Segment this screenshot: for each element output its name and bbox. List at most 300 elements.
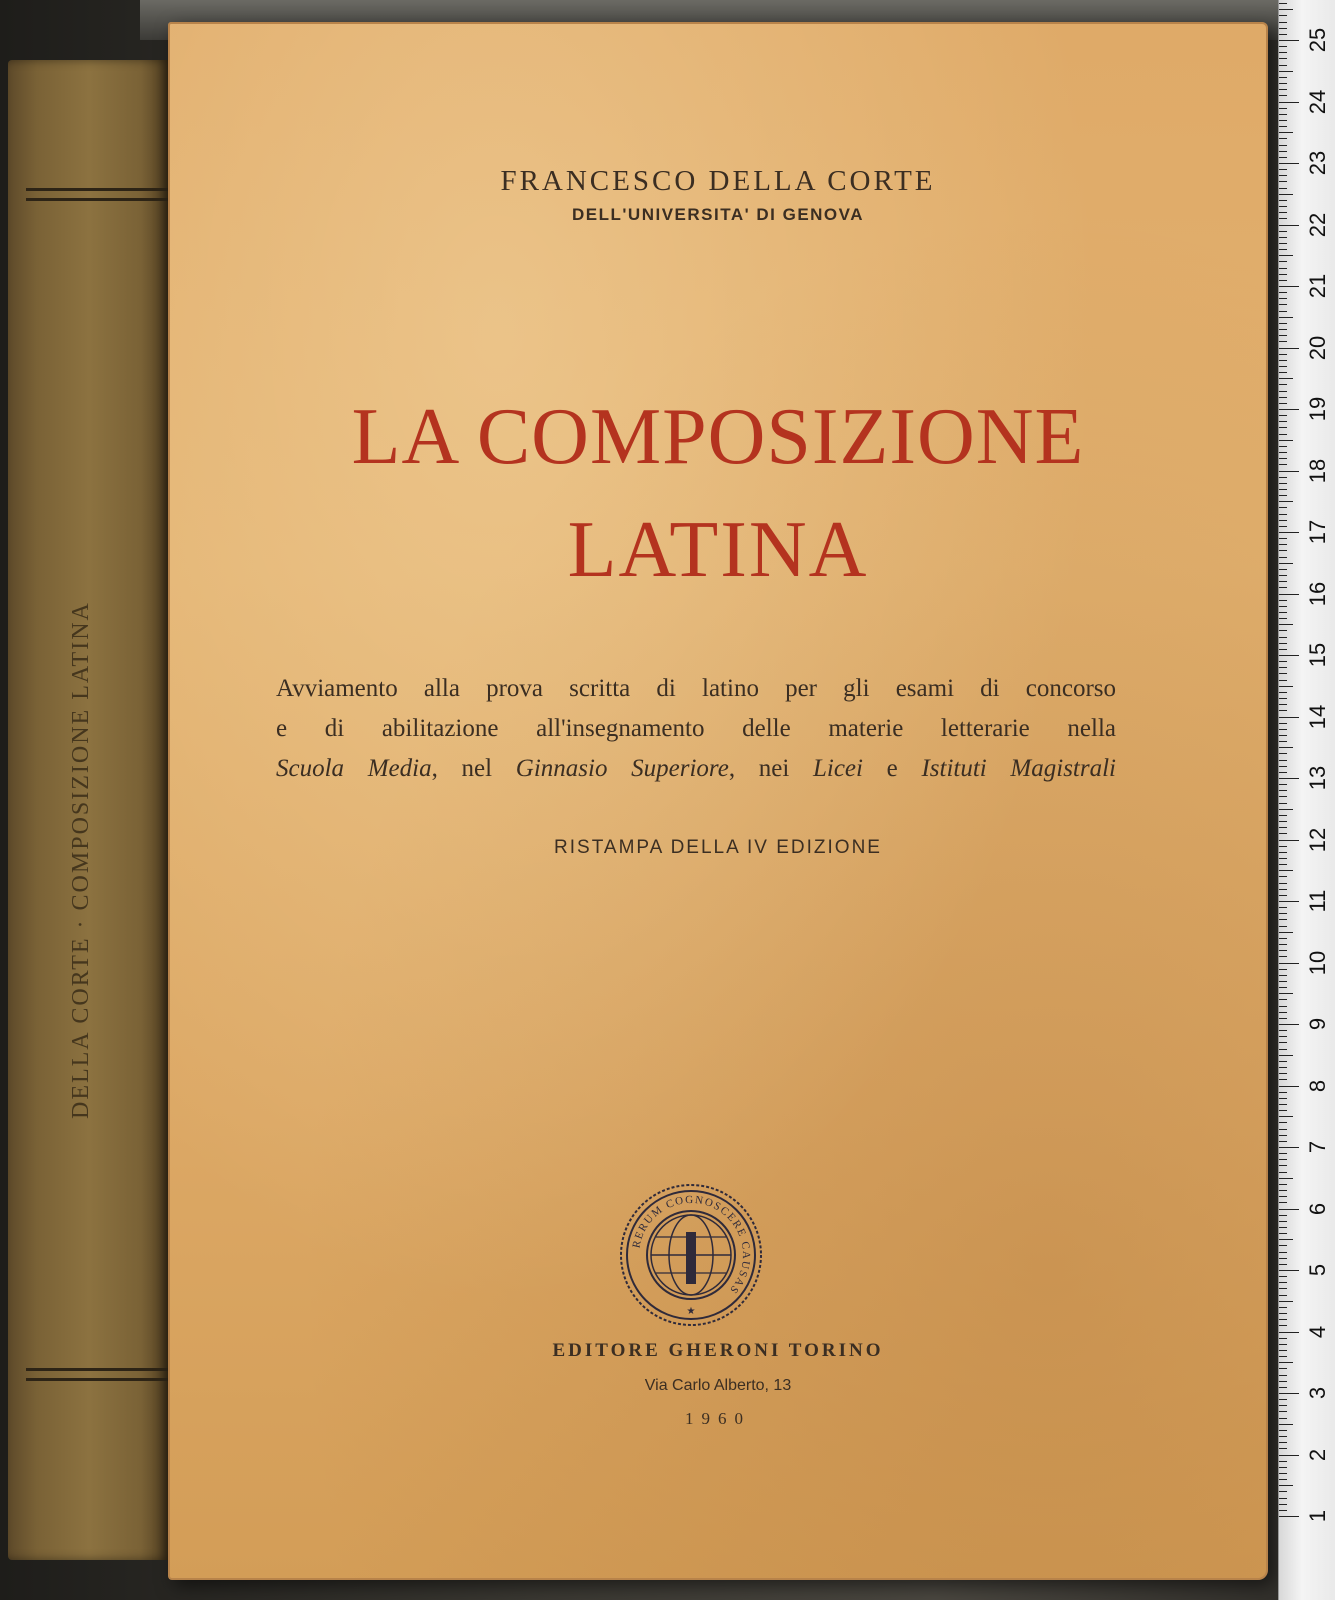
ruler-tick	[1279, 323, 1287, 324]
ruler-tick	[1279, 1209, 1299, 1210]
ruler-tick	[1279, 673, 1287, 674]
ruler-tick	[1279, 1061, 1287, 1062]
subtitle-separator: , nei	[728, 755, 813, 782]
publisher-globe-emblem-icon	[618, 1182, 764, 1328]
ruler-tick	[1279, 569, 1287, 570]
ruler-tick	[1279, 1368, 1287, 1369]
ruler-tick	[1279, 188, 1287, 189]
ruler-tick	[1279, 1036, 1287, 1037]
ruler-tick	[1279, 391, 1287, 392]
ruler-tick	[1279, 40, 1299, 41]
ruler-number: 8	[1305, 1079, 1330, 1092]
ruler-number: 3	[1305, 1386, 1330, 1400]
ruler-tick	[1279, 34, 1287, 35]
ruler-tick	[1279, 65, 1287, 66]
ruler-tick	[1279, 1356, 1287, 1357]
ruler-tick	[1279, 1295, 1287, 1296]
ruler-tick	[1279, 329, 1287, 330]
ruler-tick	[1279, 747, 1293, 748]
ruler-tick	[1279, 1442, 1287, 1443]
ruler-tick	[1279, 1264, 1287, 1265]
ruler-tick	[1279, 944, 1287, 945]
ruler-tick	[1279, 46, 1287, 47]
ruler-tick	[1279, 507, 1287, 508]
ruler-tick	[1279, 815, 1287, 816]
ruler-tick	[1279, 1282, 1287, 1283]
ruler-tick	[1279, 1479, 1287, 1480]
ruler-tick	[1279, 108, 1287, 109]
ruler-number: 7	[1305, 1140, 1330, 1154]
ruler-tick	[1279, 618, 1287, 619]
ruler-tick	[1279, 932, 1293, 933]
ruler-tick	[1279, 212, 1287, 213]
svg-text:★: ★	[686, 1306, 696, 1317]
ruler-tick	[1279, 71, 1293, 72]
subtitle-line-2: e di abilitazione all'insegnamento delle materie letterarie nella	[276, 715, 1116, 742]
ruler-number: 11	[1305, 889, 1330, 913]
ruler-tick	[1279, 372, 1287, 373]
ruler-tick	[1279, 1042, 1287, 1043]
ruler-tick	[1279, 1116, 1293, 1117]
ruler-tick	[1279, 1424, 1293, 1425]
ruler-tick	[1279, 864, 1287, 865]
ruler-tick	[1279, 348, 1299, 349]
ruler-tick	[1279, 194, 1293, 195]
ruler-tick	[1279, 397, 1287, 398]
ruler-tick	[1279, 1024, 1299, 1025]
ruler-tick	[1279, 876, 1287, 877]
ruler-tick	[1279, 1141, 1287, 1142]
ruler-tick	[1279, 1455, 1299, 1456]
subtitle-line-1: Avviamento alla prova scritta di latino per gli esami di concorso	[276, 675, 1116, 702]
ruler-tick	[1279, 421, 1287, 422]
ruler-tick	[1279, 384, 1287, 385]
ruler-tick	[1279, 132, 1293, 133]
ruler-tick	[1279, 1288, 1287, 1289]
ruler-tick	[1279, 538, 1287, 539]
ruler-tick	[1279, 1387, 1287, 1388]
ruler-tick	[1279, 889, 1287, 890]
ruler-tick	[1279, 637, 1287, 638]
ruler-tick	[1279, 772, 1287, 773]
ruler-tick	[1279, 778, 1299, 779]
ruler-tick	[1279, 249, 1287, 250]
ruler-tick	[1279, 181, 1287, 182]
ruler-tick	[1279, 1461, 1287, 1462]
publisher-name: EDITORE GHERONI TORINO	[552, 1340, 884, 1361]
ruler-tick	[1279, 704, 1287, 705]
ruler-tick	[1279, 1190, 1287, 1191]
ruler-tick	[1279, 1092, 1287, 1093]
ruler-number: 10	[1305, 950, 1330, 975]
ruler-tick	[1279, 1147, 1299, 1148]
ruler-tick	[1279, 809, 1293, 810]
ruler-tick	[1279, 1350, 1287, 1351]
ruler-tick	[1279, 587, 1287, 588]
ruler-tick	[1279, 1504, 1287, 1505]
ruler-tick	[1279, 286, 1299, 287]
ruler-tick	[1279, 145, 1287, 146]
ruler-tick	[1279, 1430, 1287, 1431]
ruler-tick	[1279, 268, 1287, 269]
ruler-tick	[1279, 1135, 1287, 1136]
ruler-tick	[1279, 1104, 1287, 1105]
ruler-tick	[1279, 120, 1287, 121]
book-spine	[8, 60, 170, 1560]
ruler-tick	[1279, 15, 1287, 16]
ruler-tick	[1279, 760, 1287, 761]
ruler-tick	[1279, 717, 1299, 718]
ruler-tick	[1279, 858, 1287, 859]
ruler-tick	[1279, 550, 1287, 551]
emblem-motto: RERUM COGNOSCERE CAUSAS	[630, 1193, 753, 1297]
ruler-tick	[1279, 870, 1293, 871]
ruler-number: 21	[1305, 273, 1330, 299]
ruler-number: 23	[1305, 150, 1330, 176]
ruler-tick	[1279, 938, 1287, 939]
book-cover	[168, 22, 1268, 1580]
ruler-tick	[1279, 692, 1287, 693]
ruler-tick	[1279, 1516, 1299, 1517]
ruler-tick	[1279, 606, 1287, 607]
ruler-number: 2	[1305, 1448, 1330, 1461]
ruler-tick	[1279, 366, 1287, 367]
ruler-tick	[1279, 175, 1287, 176]
ruler-tick	[1279, 698, 1287, 699]
ruler-tick	[1279, 52, 1287, 53]
ruler-tick	[1279, 987, 1287, 988]
ruler-tick	[1279, 1018, 1287, 1019]
ruler-tick	[1279, 655, 1299, 656]
ruler-tick	[1279, 341, 1287, 342]
ruler-tick	[1279, 667, 1287, 668]
ruler-tick	[1279, 680, 1287, 681]
ruler-tick	[1279, 1307, 1287, 1308]
ruler-tick	[1279, 532, 1299, 533]
ruler-tick	[1279, 600, 1287, 601]
ruler-tick	[1279, 1362, 1293, 1363]
ruler-tick	[1279, 950, 1287, 951]
ruler-tick	[1279, 735, 1287, 736]
ruler-tick	[1279, 1129, 1287, 1130]
ruler-number: 1	[1305, 1509, 1330, 1523]
ruler-tick	[1279, 1086, 1299, 1087]
ruler-number: 24	[1305, 89, 1330, 114]
ruler-tick	[1279, 471, 1299, 472]
ruler-number: 25	[1305, 27, 1330, 53]
ruler-tick	[1279, 163, 1299, 164]
ruler-tick	[1279, 686, 1293, 687]
ruler-tick	[1279, 710, 1287, 711]
spine-rule	[26, 198, 172, 201]
book-title-line-1: LA COMPOSIZIONE	[351, 393, 1085, 481]
ruler-tick	[1279, 1067, 1287, 1068]
ruler-tick	[1279, 790, 1287, 791]
ruler-tick	[1279, 520, 1287, 521]
ruler-tick	[1279, 1319, 1287, 1320]
ruler-tick	[1279, 483, 1287, 484]
ruler-tick	[1279, 821, 1287, 822]
ruler-tick	[1279, 563, 1293, 564]
ruler-number: 19	[1305, 396, 1330, 422]
ruler-tick	[1279, 1258, 1287, 1259]
ruler-tick	[1279, 1215, 1287, 1216]
ruler-tick	[1279, 901, 1299, 902]
ruler-tick	[1279, 833, 1287, 834]
ruler-tick	[1279, 311, 1287, 312]
ruler-tick	[1279, 1405, 1287, 1406]
ruler-tick	[1279, 1325, 1287, 1326]
ruler-tick	[1279, 280, 1287, 281]
ruler-tick	[1279, 243, 1287, 244]
ruler-tick	[1279, 22, 1287, 23]
ruler-tick	[1279, 1510, 1287, 1511]
ruler-tick	[1279, 1110, 1287, 1111]
ruler-tick	[1279, 169, 1287, 170]
ruler-tick	[1279, 1436, 1287, 1437]
ruler-tick	[1279, 114, 1287, 115]
author-name: FRANCESCO DELLA CORTE	[500, 165, 936, 197]
ruler-number: 12	[1305, 827, 1330, 852]
ruler-tick	[1279, 784, 1287, 785]
ruler-tick	[1279, 126, 1287, 127]
ruler-tick	[1279, 1172, 1287, 1173]
ruler-number: 15	[1305, 642, 1330, 668]
ruler-tick	[1279, 378, 1293, 379]
ruler-tick	[1279, 969, 1287, 970]
ruler-tick	[1279, 993, 1293, 994]
ruler-tick	[1279, 1159, 1287, 1160]
ruler-tick	[1279, 304, 1287, 305]
ruler-tick	[1279, 354, 1287, 355]
ruler-tick	[1279, 489, 1287, 490]
subtitle-separator: e	[862, 755, 922, 782]
ruler-number: 14	[1305, 704, 1330, 729]
ruler-tick	[1279, 440, 1293, 441]
ruler-tick	[1279, 89, 1287, 90]
ruler-tick	[1279, 1227, 1287, 1228]
subtitle-istituti: Istituti Magistrali	[921, 755, 1116, 782]
ruler-tick	[1279, 840, 1299, 841]
measuring-ruler	[1278, 0, 1335, 1600]
ruler-tick	[1279, 1233, 1287, 1234]
ruler-tick	[1279, 1498, 1287, 1499]
ruler-tick	[1279, 1270, 1299, 1271]
ruler-tick	[1279, 1178, 1293, 1179]
ruler-tick	[1279, 274, 1287, 275]
ruler-tick	[1279, 661, 1287, 662]
ruler-tick	[1279, 1079, 1287, 1080]
ruler-tick	[1279, 963, 1299, 964]
ruler-tick	[1279, 317, 1293, 318]
ruler-tick	[1279, 1184, 1287, 1185]
ruler-tick	[1279, 557, 1287, 558]
ruler-tick	[1279, 1153, 1287, 1154]
ruler-tick	[1279, 157, 1287, 158]
ruler-tick	[1279, 624, 1293, 625]
ruler-number: 20	[1305, 335, 1330, 360]
edition-note: RISTAMPA DELLA IV EDIZIONE	[554, 837, 882, 858]
ruler-tick	[1279, 729, 1287, 730]
ruler-tick	[1279, 926, 1287, 927]
author-affiliation: DELL'UNIVERSITA' DI GENOVA	[571, 205, 865, 224]
ruler-number: 22	[1305, 212, 1330, 237]
ruler-tick	[1279, 575, 1287, 576]
ruler-tick	[1279, 544, 1287, 545]
ruler-tick	[1279, 796, 1287, 797]
ruler-tick	[1279, 292, 1287, 293]
ruler-tick	[1279, 895, 1287, 896]
ruler-tick	[1279, 95, 1287, 96]
ruler-tick	[1279, 907, 1287, 908]
ruler-tick	[1279, 1467, 1287, 1468]
ruler-tick	[1279, 1006, 1287, 1007]
ruler-number: 13	[1305, 765, 1330, 791]
ruler-tick	[1279, 1055, 1293, 1056]
ruler-tick	[1279, 1276, 1287, 1277]
ruler-tick	[1279, 3, 1287, 4]
subtitle-separator: , nel	[431, 755, 516, 782]
ruler-tick	[1279, 827, 1287, 828]
ruler-tick	[1279, 1252, 1287, 1253]
ruler-tick	[1279, 1313, 1287, 1314]
ruler-tick	[1279, 612, 1287, 613]
ruler-number: 9	[1305, 1017, 1330, 1031]
ruler-tick	[1279, 514, 1287, 515]
ruler-tick	[1279, 1381, 1287, 1382]
ruler-tick	[1279, 981, 1287, 982]
spine-title: DELLA CORTE · COMPOSIZIONE LATINA	[68, 601, 94, 1119]
ruler-tick	[1279, 1491, 1287, 1492]
ruler-tick	[1279, 151, 1287, 152]
ruler-tick	[1279, 255, 1293, 256]
subtitle-ginnasio: Ginnasio Superiore	[515, 755, 729, 782]
ruler-tick	[1279, 225, 1299, 226]
ruler-tick	[1279, 1338, 1287, 1339]
ruler-tick	[1279, 766, 1287, 767]
ruler-tick	[1279, 77, 1287, 78]
ruler-tick	[1279, 1473, 1287, 1474]
ruler-tick	[1279, 231, 1287, 232]
ruler-tick	[1279, 643, 1287, 644]
ruler-tick	[1279, 1012, 1287, 1013]
ruler-tick	[1279, 630, 1287, 631]
ruler-tick	[1279, 28, 1287, 29]
ruler-tick	[1279, 360, 1287, 361]
ruler-tick	[1279, 803, 1287, 804]
ruler-tick	[1279, 1073, 1287, 1074]
subtitle-line-3	[276, 755, 1116, 783]
ruler-tick	[1279, 409, 1299, 410]
ruler-tick	[1279, 919, 1287, 920]
ruler-tick	[1279, 261, 1287, 262]
ruler-tick	[1279, 999, 1287, 1000]
ruler-tick	[1279, 1165, 1287, 1166]
ruler-tick	[1279, 1221, 1287, 1222]
ruler-tick	[1279, 58, 1287, 59]
ruler-tick	[1279, 464, 1287, 465]
ruler-tick	[1279, 723, 1287, 724]
ruler-number: 18	[1305, 458, 1330, 483]
ruler-tick	[1279, 83, 1287, 84]
ruler-tick	[1279, 206, 1287, 207]
ruler-tick	[1279, 1049, 1287, 1050]
ruler-number: 5	[1305, 1263, 1330, 1277]
ruler-tick	[1279, 913, 1287, 914]
ruler-tick	[1279, 1030, 1287, 1031]
ruler-tick	[1279, 594, 1299, 595]
ruler-tick	[1279, 581, 1287, 582]
ruler-tick	[1279, 1196, 1287, 1197]
spine-rule	[26, 188, 172, 191]
ruler-tick	[1279, 434, 1287, 435]
subtitle-licei: Licei	[812, 755, 863, 782]
ruler-tick	[1279, 883, 1287, 884]
ruler-tick	[1279, 1448, 1287, 1449]
ruler-tick	[1279, 237, 1287, 238]
ruler-tick	[1279, 1098, 1287, 1099]
ruler-tick	[1279, 1332, 1299, 1333]
ruler-tick	[1279, 1375, 1287, 1376]
ruler-tick	[1279, 1485, 1293, 1486]
ruler-tick	[1279, 501, 1293, 502]
ruler-tick	[1279, 1411, 1287, 1412]
ruler-tick	[1279, 649, 1287, 650]
book-title-line-2: LATINA	[567, 506, 869, 594]
ruler-tick	[1279, 495, 1287, 496]
ruler-tick	[1279, 753, 1287, 754]
ruler-tick	[1279, 846, 1287, 847]
ruler-tick	[1279, 200, 1287, 201]
ruler-tick	[1279, 1393, 1299, 1394]
ruler-number: 17	[1305, 519, 1330, 545]
ruler-tick	[1279, 477, 1287, 478]
ruler-tick	[1279, 956, 1287, 957]
ruler-tick	[1279, 1301, 1293, 1302]
spine-rule	[26, 1378, 172, 1381]
ruler-tick	[1279, 138, 1287, 139]
ruler-tick	[1279, 1344, 1287, 1345]
ruler-tick	[1279, 218, 1287, 219]
ruler-tick	[1279, 526, 1287, 527]
ruler-tick	[1279, 427, 1287, 428]
ruler-tick	[1279, 1122, 1287, 1123]
ruler-tick	[1279, 1418, 1287, 1419]
ruler-tick	[1279, 852, 1287, 853]
ruler-tick	[1279, 1399, 1287, 1400]
ruler-tick	[1279, 335, 1287, 336]
ruler-number: 6	[1305, 1202, 1330, 1215]
ruler-number: 4	[1305, 1325, 1330, 1338]
ruler-tick	[1279, 741, 1287, 742]
ruler-tick	[1279, 403, 1287, 404]
spine-rule	[26, 1368, 172, 1371]
ruler-number: 16	[1305, 581, 1330, 606]
ruler-tick	[1279, 415, 1287, 416]
ruler-tick	[1279, 1239, 1293, 1240]
ruler-tick	[1279, 102, 1299, 103]
ruler-tick	[1279, 1202, 1287, 1203]
ruler-tick	[1279, 298, 1287, 299]
publication-year: 1960	[685, 1409, 751, 1428]
ruler-tick	[1279, 9, 1293, 10]
ruler-tick	[1279, 1245, 1287, 1246]
ruler-tick	[1279, 975, 1287, 976]
subtitle-scuola-media: Scuola Media	[276, 755, 432, 782]
ruler-tick	[1279, 452, 1287, 453]
publisher-address: Via Carlo Alberto, 13	[644, 1377, 792, 1394]
ruler-tick	[1279, 446, 1287, 447]
